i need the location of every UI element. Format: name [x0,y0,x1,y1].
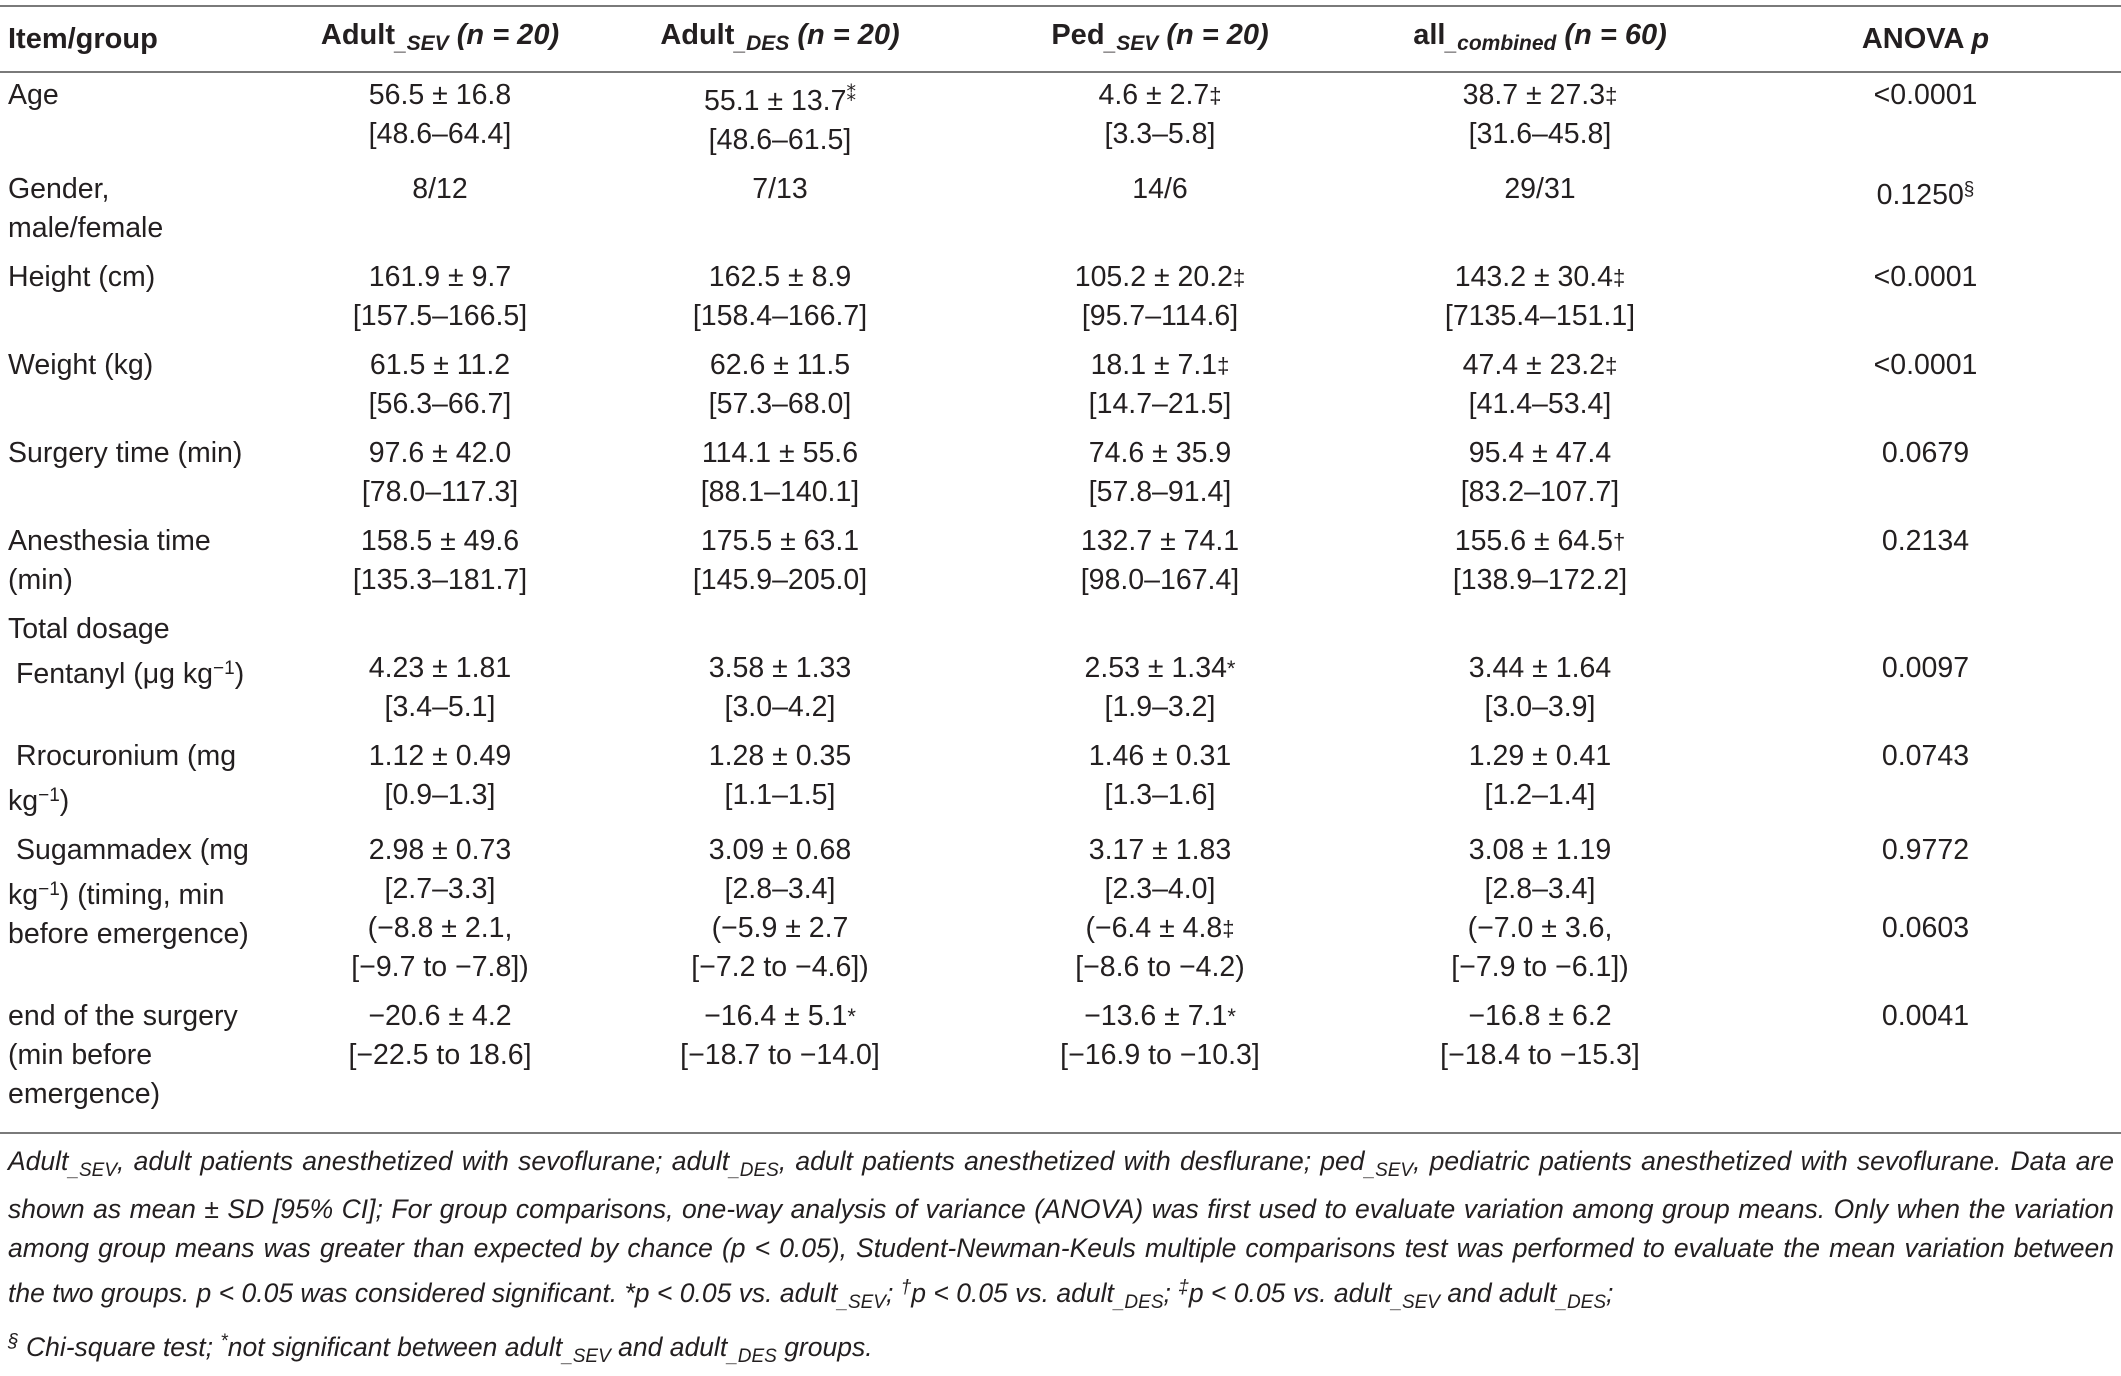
cell-adult-sev: 161.9 ± 9.7 [157.5–166.5] [352,261,528,332]
header-adult-sev: Adult$_{\_SEV}$ (n = 20) [320,19,560,55]
cell-ped-sev: 2.53 ± 1.34* [1.9–3.2] [1084,652,1236,723]
row-label: Gender, male/female [8,173,164,244]
cell-ped-sev: 4.6 ± 2.7‡ [3.3–5.8] [1098,79,1222,150]
cell-adult-sev: 97.6 ± 42.0 [78.0–117.3] [361,437,519,508]
row-label: Weight (kg) [8,349,154,381]
cell-adult-des: 3.58 ± 1.33 [3.0–4.2] [708,652,852,723]
footnote-text: Adult$_{\_SEV}$, adult patients anesthetized with sevoflurane; adult$_{\_DES}$, adult patients anesthetized with desflurane; ped$_{\_SEV}$, pediatric patients anesthetized with sevoflurane. Data are shown as mean ± SD [95% CI]; For group comparisons, one-way analysis of variance (ANOVA) was first used to evaluate variation among group means. Only when the variation among group means was greater than expected by chance (p < 0.05), Student-Newman-Keuls multiple comparisons test was performed to evaluate the mean variation between the two groups. p < 0.05 was considered significant. *p < 0.05 vs. adult$_{\_SEV}$; †p < 0.05 vs. adult$_{\_DES}$; ‡p < 0.05 vs. adult$_{\_SEV}$ and adult$_{\_DES}$; § Chi-square test; *not significant between adult$_{\_SEV}$ and adult$_{\_DES}$ groups. [8,1146,2114,1367]
cell-ped-sev: 74.6 ± 35.9 [57.8–91.4] [1088,437,1232,508]
cell-anova-p: 0.0679 [1881,437,1970,469]
cell-adult-sev: 61.5 ± 11.2 [56.3–66.7] [368,349,512,420]
table-row [0,71,2121,170]
cell-adult-des: 175.5 ± 63.1 [145.9–205.0] [692,525,868,596]
cell-anova-p: 0.9772 0.0603 [1881,834,1970,944]
cell-adult-sev: 56.5 ± 16.8 [48.6–64.4] [368,79,512,150]
cell-all-combined [1350,610,1730,649]
cell-adult-des: 1.28 ± 0.35 [1.1–1.5] [708,740,852,811]
cell-adult-des: 3.09 ± 0.68 [2.8–3.4] (−5.9 ± 2.7 [−7.2 to −4.6]) [691,834,869,983]
header-anova-p: ANOVA p [1861,23,1990,55]
cell-all-combined: 143.2 ± 30.4‡ [7135.4–151.1] [1444,261,1636,332]
header-item: Item/group [8,23,158,55]
cell-adult-sev: 1.12 ± 0.49 [0.9–1.3] [368,740,512,811]
cell-adult-sev [290,610,590,649]
cell-all-combined: 1.29 ± 0.41 [1.2–1.4] [1468,740,1612,811]
cell-anova-p: <0.0001 [1873,349,1978,381]
cell-adult-sev: 158.5 ± 49.6 [135.3–181.7] [352,525,528,596]
cell-adult-des [590,610,970,649]
cell-ped-sev: 132.7 ± 74.1 [98.0–167.4] [1080,525,1240,596]
cell-adult-sev: −20.6 ± 4.2 [−22.5 to 18.6] [348,1000,532,1071]
cell-ped-sev: 14/6 [1132,173,1188,205]
cell-all-combined: 3.08 ± 1.19 [2.8–3.4] (−7.0 ± 3.6, [−7.9 to −6.1]) [1451,834,1629,983]
cell-adult-sev: 4.23 ± 1.81 [3.4–5.1] [368,652,512,723]
cell-all-combined: 155.6 ± 64.5† [138.9–172.2] [1452,525,1628,596]
table-footnote [8,1142,2114,1376]
cell-anova-p: 0.1250§ [1876,179,1975,211]
cell-adult-des: 162.5 ± 8.9 [158.4–166.7] [692,261,868,332]
row-label: Rrocuronium (mg $kg^{-1}$) [8,740,237,817]
cell-ped-sev: 3.17 ± 1.83 [2.3–4.0] (−6.4 ± 4.8‡ [−8.6 to −4.2) [1075,834,1245,983]
row-label: Surgery time (min) [8,437,243,469]
header-row [0,8,2121,71]
bottom-rule [0,1132,2121,1134]
row-label: Height (cm) [8,261,156,293]
cell-ped-sev: 18.1 ± 7.1‡ [14.7–21.5] [1088,349,1232,420]
table-row [0,997,2121,1124]
table-row [0,434,2121,522]
row-label: Anesthesia time (min) [8,525,211,596]
row-label: Total dosage [8,613,170,645]
cell-adult-sev: 8/12 [412,173,468,205]
row-label: Sugammadex (mg $kg^{-1}$) (timing, min before emergence) [8,834,249,950]
table-row [0,346,2121,434]
cell-ped-sev: 105.2 ± 20.2‡ [95.7–114.6] [1074,261,1246,332]
cell-adult-des: 62.6 ± 11.5 [57.3–68.0] [708,349,852,420]
table-row [0,170,2121,258]
header-all-combined: all$_{\_combined}$ (n = 60) [1413,19,1667,55]
cell-all-combined: 95.4 ± 47.4 [83.2–107.7] [1460,437,1620,508]
table-row [0,522,2121,610]
cell-anova-p: <0.0001 [1873,79,1978,111]
cell-adult-des: 7/13 [752,173,808,205]
table-row [0,737,2121,831]
top-rule [0,5,2121,7]
row-label: Fentanyl (μg $kg^{-1}$) [16,658,245,690]
table-row [0,610,2121,649]
cell-ped-sev: −13.6 ± 7.1* [−16.9 to −10.3] [1060,1000,1260,1071]
table-row [0,831,2121,997]
cell-adult-des: 55.1 ± 13.7⁑ [48.6–61.5] [704,85,856,156]
cell-ped-sev: 1.46 ± 0.31 [1.3–1.6] [1088,740,1232,811]
header-ped-sev: Ped$_{\_SEV}$ (n = 20) [1051,19,1269,55]
cell-anova-p: 0.2134 [1881,525,1970,557]
cell-all-combined: −16.8 ± 6.2 [−18.4 to −15.3] [1440,1000,1640,1071]
data-table [0,8,2121,1124]
cell-anova-p [1730,610,2121,649]
cell-ped-sev [970,610,1350,649]
table-row [0,258,2121,346]
row-label: end of the surgery (min before emergence) [8,1000,238,1110]
header-adult-des: Adult$_{\_DES}$ (n = 20) [660,19,900,55]
cell-all-combined: 29/31 [1504,173,1576,205]
cell-adult-des: 114.1 ± 55.6 [88.1–140.1] [700,437,860,508]
table-row [0,649,2121,737]
cell-all-combined: 47.4 ± 23.2‡ [41.4–53.4] [1462,349,1618,420]
cell-adult-sev: 2.98 ± 0.73 [2.7–3.3] (−8.8 ± 2.1, [−9.7 to −7.8]) [351,834,529,983]
cell-anova-p: <0.0001 [1873,261,1978,293]
cell-all-combined: 3.44 ± 1.64 [3.0–3.9] [1468,652,1612,723]
cell-anova-p: 0.0743 [1881,740,1970,772]
cell-adult-des: −16.4 ± 5.1* [−18.7 to −14.0] [680,1000,880,1071]
cell-anova-p: 0.0097 [1881,652,1970,684]
cell-all-combined: 38.7 ± 27.3‡ [31.6–45.8] [1462,79,1618,150]
row-label: Age [8,79,59,111]
cell-anova-p: 0.0041 [1881,1000,1970,1032]
